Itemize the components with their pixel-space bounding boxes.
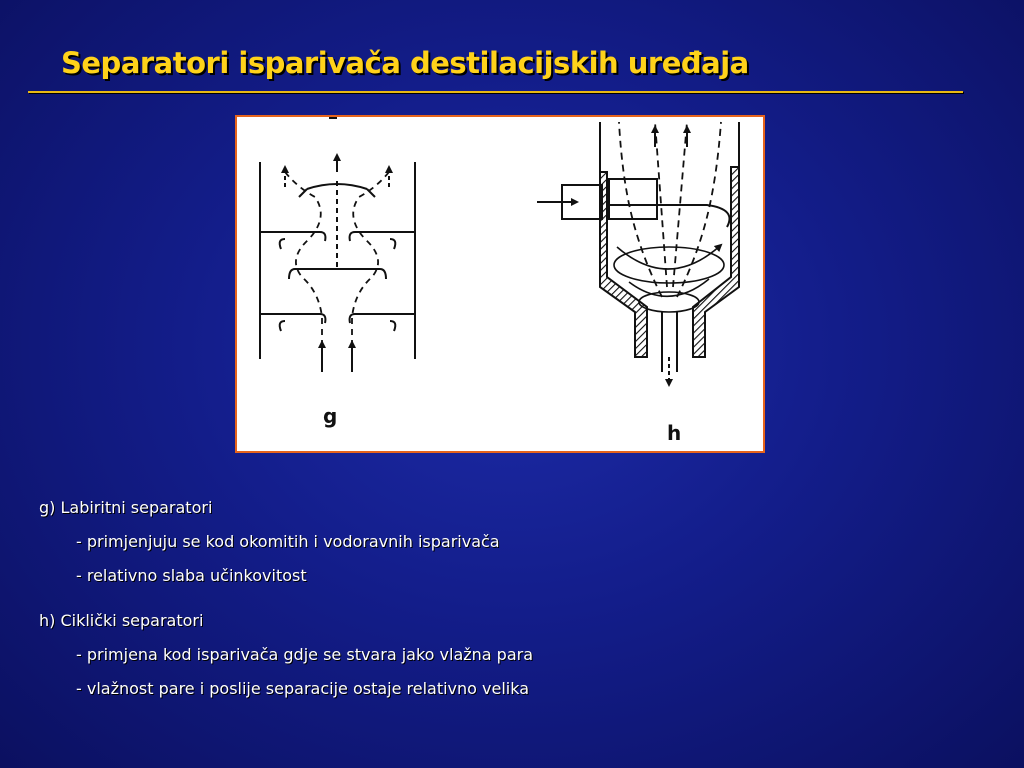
labyrinth-separator-drawing <box>260 118 415 372</box>
section-heading-g: g) Labiritni separatori <box>39 498 213 517</box>
separator-figure <box>235 115 765 453</box>
cyclone-separator-drawing <box>537 122 739 385</box>
separator-diagram <box>237 117 763 451</box>
bullet-point: - primjena kod isparivača gdje se stvara jako vlažna para <box>76 645 534 664</box>
bullet-point: - vlažnost pare i poslije separacije ostaje relativno velika <box>76 679 530 698</box>
bullet-point: - relativno slaba učinkovitost <box>76 566 307 585</box>
section-cyclone <box>39 610 533 712</box>
bullet-point: - primjenjuju se kod okomitih i vodoravnih isparivača <box>76 532 500 551</box>
figure-label-h: h <box>667 421 682 445</box>
section-labyrinth <box>39 497 500 599</box>
figure-label-g: g <box>323 404 338 428</box>
title-underline <box>28 91 963 93</box>
section-heading-h: h) Ciklički separatori <box>39 611 204 630</box>
slide-title: Separatori isparivača destilacijskih uređaja <box>61 46 749 80</box>
